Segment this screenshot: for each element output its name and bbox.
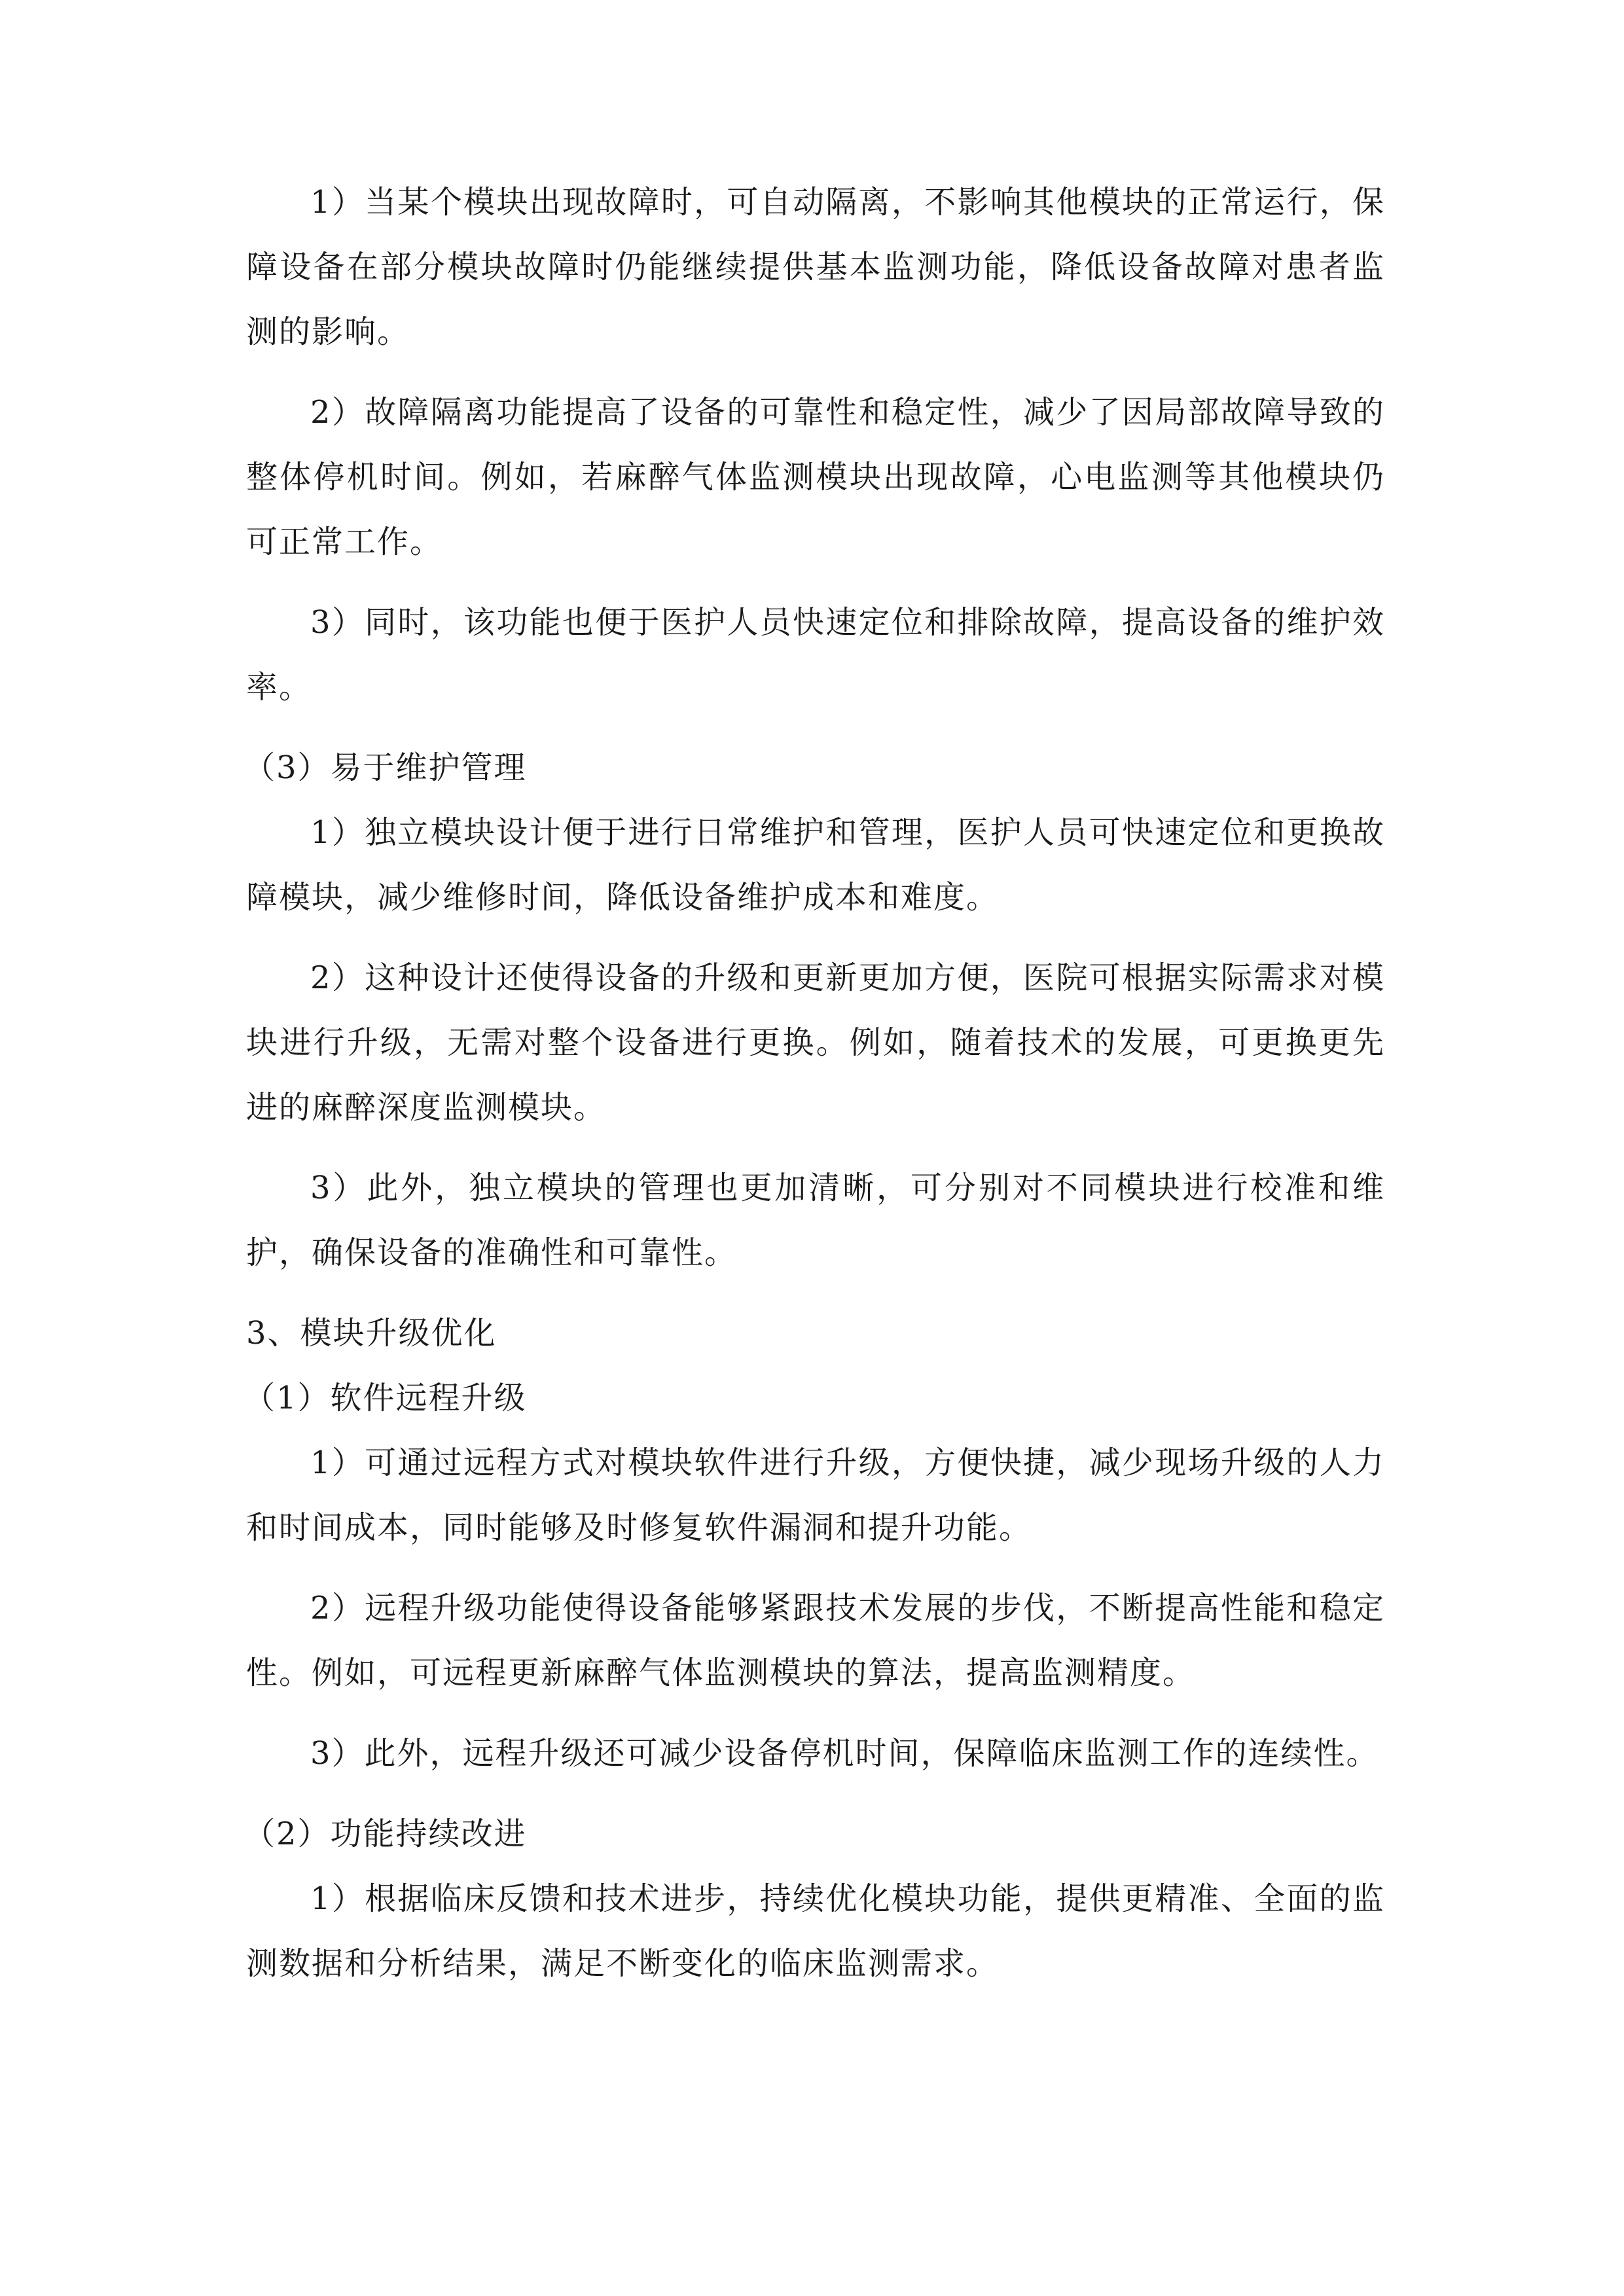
heading-easy-maintenance: （3）易于维护管理 (244, 749, 527, 786)
heading-continuous-improvement: （2）功能持续改进 (244, 1816, 527, 1852)
paragraph-fault-isolation-2: 2）故障隔离功能提高了设备的可靠性和稳定性，减少了因局部故障导致的整体停机时间。例如，若麻醉气体监测模块出现故障，心电监测等其他模块仍可正常工作。 (246, 394, 1385, 560)
paragraph-fault-isolation-1: 1）当某个模块出现故障时，可自动隔离，不影响其他模块的正常运行，保障设备在部分模块故障时仍能继续提供基本监测功能，降低设备故障对患者监测的影响。 (246, 184, 1385, 350)
paragraph-maintenance-3: 3）此外，独立模块的管理也更加清晰，可分别对不同模块进行校准和维护，确保设备的准确性和可靠性。 (246, 1170, 1385, 1271)
paragraph-maintenance-1: 1）独立模块设计便于进行日常维护和管理，医护人员可快速定位和更换故障模块，减少维修时间，降低设备维护成本和难度。 (246, 814, 1385, 916)
paragraph-remote-upgrade-2: 2）远程升级功能使得设备能够紧跟技术发展的步伐，不断提高性能和稳定性。例如，可远程更新麻醉气体监测模块的算法，提高监测精度。 (246, 1590, 1385, 1691)
paragraph-remote-upgrade-1: 1）可通过远程方式对模块软件进行升级，方便快捷，减少现场升级的人力和时间成本，同时能够及时修复软件漏洞和提升功能。 (246, 1444, 1385, 1546)
paragraph-maintenance-2: 2）这种设计还使得设备的升级和更新更加方便，医院可根据实际需求对模块进行升级，无需对整个设备进行更换。例如，随着技术的发展，可更换更先进的麻醉深度监测模块。 (246, 960, 1385, 1126)
paragraph-continuous-improvement-1: 1）根据临床反馈和技术进步，持续优化模块功能，提供更精准、全面的监测数据和分析结果，满足不断变化的临床监测需求。 (246, 1880, 1385, 1982)
heading-module-upgrade: 3、模块升级优化 (246, 1315, 497, 1352)
paragraph-remote-upgrade-3: 3）此外，远程升级还可减少设备停机时间，保障临床监测工作的连续性。 (310, 1735, 1379, 1772)
heading-remote-upgrade: （1）软件远程升级 (244, 1380, 527, 1416)
document-body (246, 170, 1385, 1996)
paragraph-fault-isolation-3: 3）同时，该功能也便于医护人员快速定位和排除故障，提高设备的维护效率。 (246, 604, 1385, 706)
